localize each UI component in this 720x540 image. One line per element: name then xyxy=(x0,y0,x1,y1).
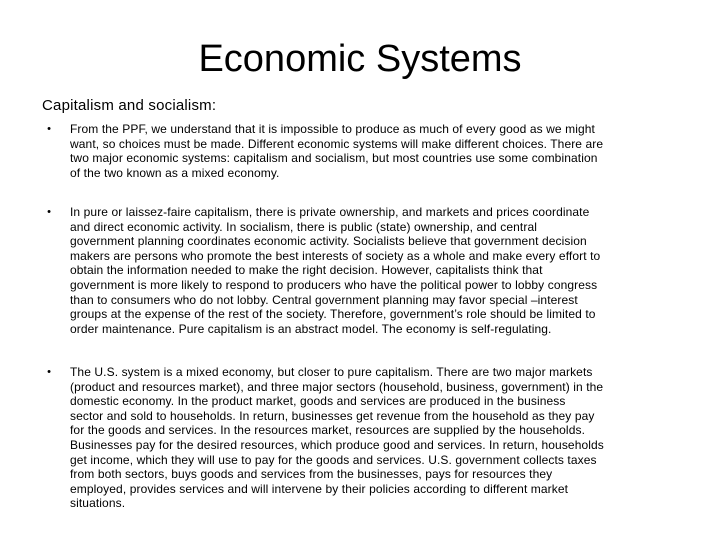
bullet-marker: • xyxy=(47,366,51,378)
bullet-marker: • xyxy=(47,123,51,135)
bullet-text: In pure or laissez-faire capitalism, there is private ownership, and markets and prices coordinate and direct economic activity. In socialism, there is public (state) ownership, and central government planning coordinates economic activity. Socialists believe that government decision makers are persons who promote the best interests of society as a whole and make every effort to obtain the information needed to make the right decision. However, capitalists think that government is more likely to respond to producers who have the political power to lobby congress than to consumers who do not lobby. Central government planning may favor special –interest groups at the expense of the rest of the society. Therefore, government’s role should be limited to order maintenance. Pure capitalism is an abstract model. The economy is self-regulating. xyxy=(70,205,601,336)
bullet-marker: • xyxy=(47,206,51,218)
bullet-text: The U.S. system is a mixed economy, but closer to pure capitalism. There are two major markets (product and resources market), and three major sectors (household, business, government) in the domestic economy. In the product market, goods and services are produced in the business sector and sold to households. In return, businesses get revenue from the household as they pay for the goods and services. In the resources market, resources are supplied by the households. Businesses pay for the desired resources, which produce good and services. In return, households get income, which they will use to pay for the goods and services. U.S. government collects taxes from both sectors, buys goods and services from the businesses, pays for resources they employed, provides services and will intervene by their policies according to different market situations. xyxy=(70,365,604,511)
slide-title: Economic Systems xyxy=(198,38,522,80)
section-subtitle: Capitalism and socialism: xyxy=(42,97,217,114)
bullet-text: From the PPF, we understand that it is impossible to produce as much of every good as we might want, so choices must be made. Different economic systems will make different choices. There are two major economic systems: capitalism and socialism, but most countries use some combination of the two known as a mixed economy. xyxy=(70,122,604,180)
